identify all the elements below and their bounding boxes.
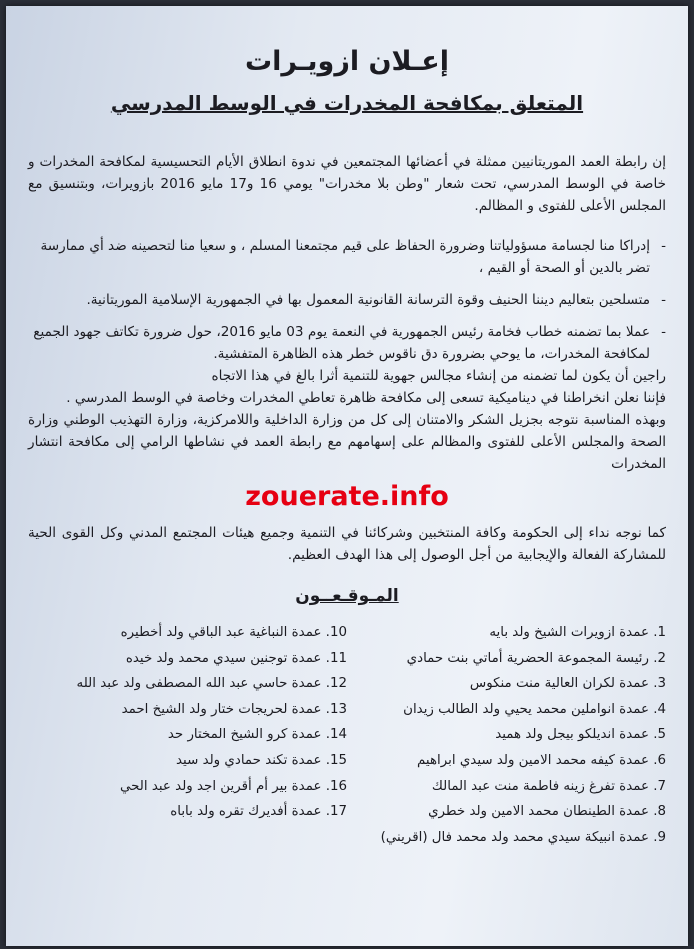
thanks-paragraph: وبهذه المناسبة نتوجه بجزيل الشكر والامتنان إلى كل من وزارة الداخلية واللامركزية، وزارة التهذيب الوطني وزارة الصحة والمجلس الأعلى للفتوى والمظالم على إسهامهم مع رابطة العمد في نشاطها الرامي إلى مكافحة انتشار المخدرات	[28, 412, 666, 472]
signatory-item: 9. عمدة انبيكة سيدي محمد ولد محمد فال (اقريني)	[380, 829, 666, 845]
bullet-text: متسلحين بتعاليم ديننا الحنيف وقوة الترسانة القانونية المعمول بها في الجمهورية الإسلامية الموريتانية.	[86, 292, 650, 308]
bullet-dash: -	[661, 238, 666, 254]
call-paragraph: كما نوجه نداء إلى الحكومة وكافة المنتخبين وشركائنا في التنمية وجميع هيئات المجتمع المدني وكل القوى الحية للمشاركة الفعالة والإيجابية من أجل الوصول إلى هذا الهدف العظيم.	[28, 525, 666, 563]
signatories-column-right	[347, 620, 666, 850]
signatory-item: 17. عمدة أفديرك تقره ولد باباه	[170, 804, 347, 820]
signatory-item: 8. عمدة الطينطان محمد الامين ولد خطري	[428, 804, 666, 820]
signatory-item: 3. عمدة لكران العالية منت منكوس	[469, 676, 666, 692]
signatories-title: المـوقـعــون	[295, 586, 399, 606]
signatory-item: 16. عمدة بير أم أقرين اجد ولد عبد الحي	[120, 778, 347, 794]
signatory-item: 13. عمدة لحريجات ختار ولد الشيخ احمد	[121, 701, 347, 717]
signatory-item: 14. عمدة كرو الشيخ المختار حد	[167, 727, 347, 743]
document-sheet	[6, 6, 688, 946]
signatory-item: 15. عمدة تكند حمادي ولد سيد	[176, 752, 347, 768]
bullet-text: عملا بما تضمنه خطاب فخامة رئيس الجمهورية في النعمة يوم 03 مايو 2016، حول ضرورة تكاتف جهود الجميع لمكافحة المخدرات، ما يوحي بضرورة دق ناقوس خطر هذه الظاهرة المتفشية.	[33, 324, 650, 362]
signatory-item: 10. عمدة النباغية عبد الباقي ولد أخطيره	[120, 625, 347, 640]
bullet-dash: -	[661, 292, 666, 308]
intro-paragraph: إن رابطة العمد الموريتانيين ممثلة في أعضائها المجتمعين في ندوة انطلاق الأيام التحسيسية لمكافحة المخدرات و خاصة في الوسط المدرسي، تحت شعار "وطن بلا مخدرات" يومي 16 و17 مايو 2016 بازويرات، وبتنسيق مع المجلس الأعلى للفتوى و المظالم.	[28, 154, 667, 214]
signatory-item: 5. عمدة انديلكو بيجل ولد هميد	[495, 727, 666, 743]
document-title: إعـلان ازويـرات	[244, 46, 449, 77]
signatory-item: 2. رئيسة المجموعة الحضرية أماتي بنت حمادي	[406, 650, 666, 666]
signatory-item: 12. عمدة حاسي عبد الله المصطفى ولد عبد الله	[76, 676, 347, 692]
document-subtitle: المتعلق بمكافحة المخدرات في الوسط المدرسي	[110, 91, 584, 115]
signatory-item: 11. عمدة توجنين سيدي محمد ولد خيده	[125, 650, 347, 666]
signatory-item: 1. عمدة ازويرات الشيخ ولد بايه	[489, 625, 666, 640]
bullet-item	[28, 321, 666, 365]
signatory-item: 6. عمدة كيفه محمد الامين ولد سيدي ابراهيم	[417, 752, 666, 768]
declare-paragraph: فإننا نعلن انخراطنا في ديناميكية تسعى إلى مكافحة ظاهرة تعاطي المخدرات وخاصة في الوسط المدرسي .	[66, 390, 666, 406]
bullet-text: إدراكا منا لجسامة مسؤولياتنا وضرورة الحفاظ على قيم مجتمعنا المسلم ، و سعيا منا لتحصينه ضد أي ممارسة تضر بالدين أو الصحة أو القيم ،	[40, 238, 650, 276]
hope-paragraph: راجين أن يكون لما تضمنه من إنشاء مجالس جهوية للتنمية أثرا بالغ في هذا الاتجاه	[211, 368, 666, 384]
bullet-item	[28, 289, 666, 311]
signatories-column-left	[28, 620, 347, 850]
bullet-item	[28, 235, 666, 279]
signatory-item: 4. عمدة انواملين محمد يحيي ولد الطالب زيدان	[403, 701, 666, 717]
watermark-text: zouerate.info	[245, 481, 449, 512]
document-body	[6, 6, 688, 850]
signatories-list	[28, 620, 666, 850]
bullet-dash: -	[661, 324, 666, 340]
signatory-item: 7. عمدة تفرغ زينه فاطمة منت عبد المالك	[431, 778, 666, 794]
